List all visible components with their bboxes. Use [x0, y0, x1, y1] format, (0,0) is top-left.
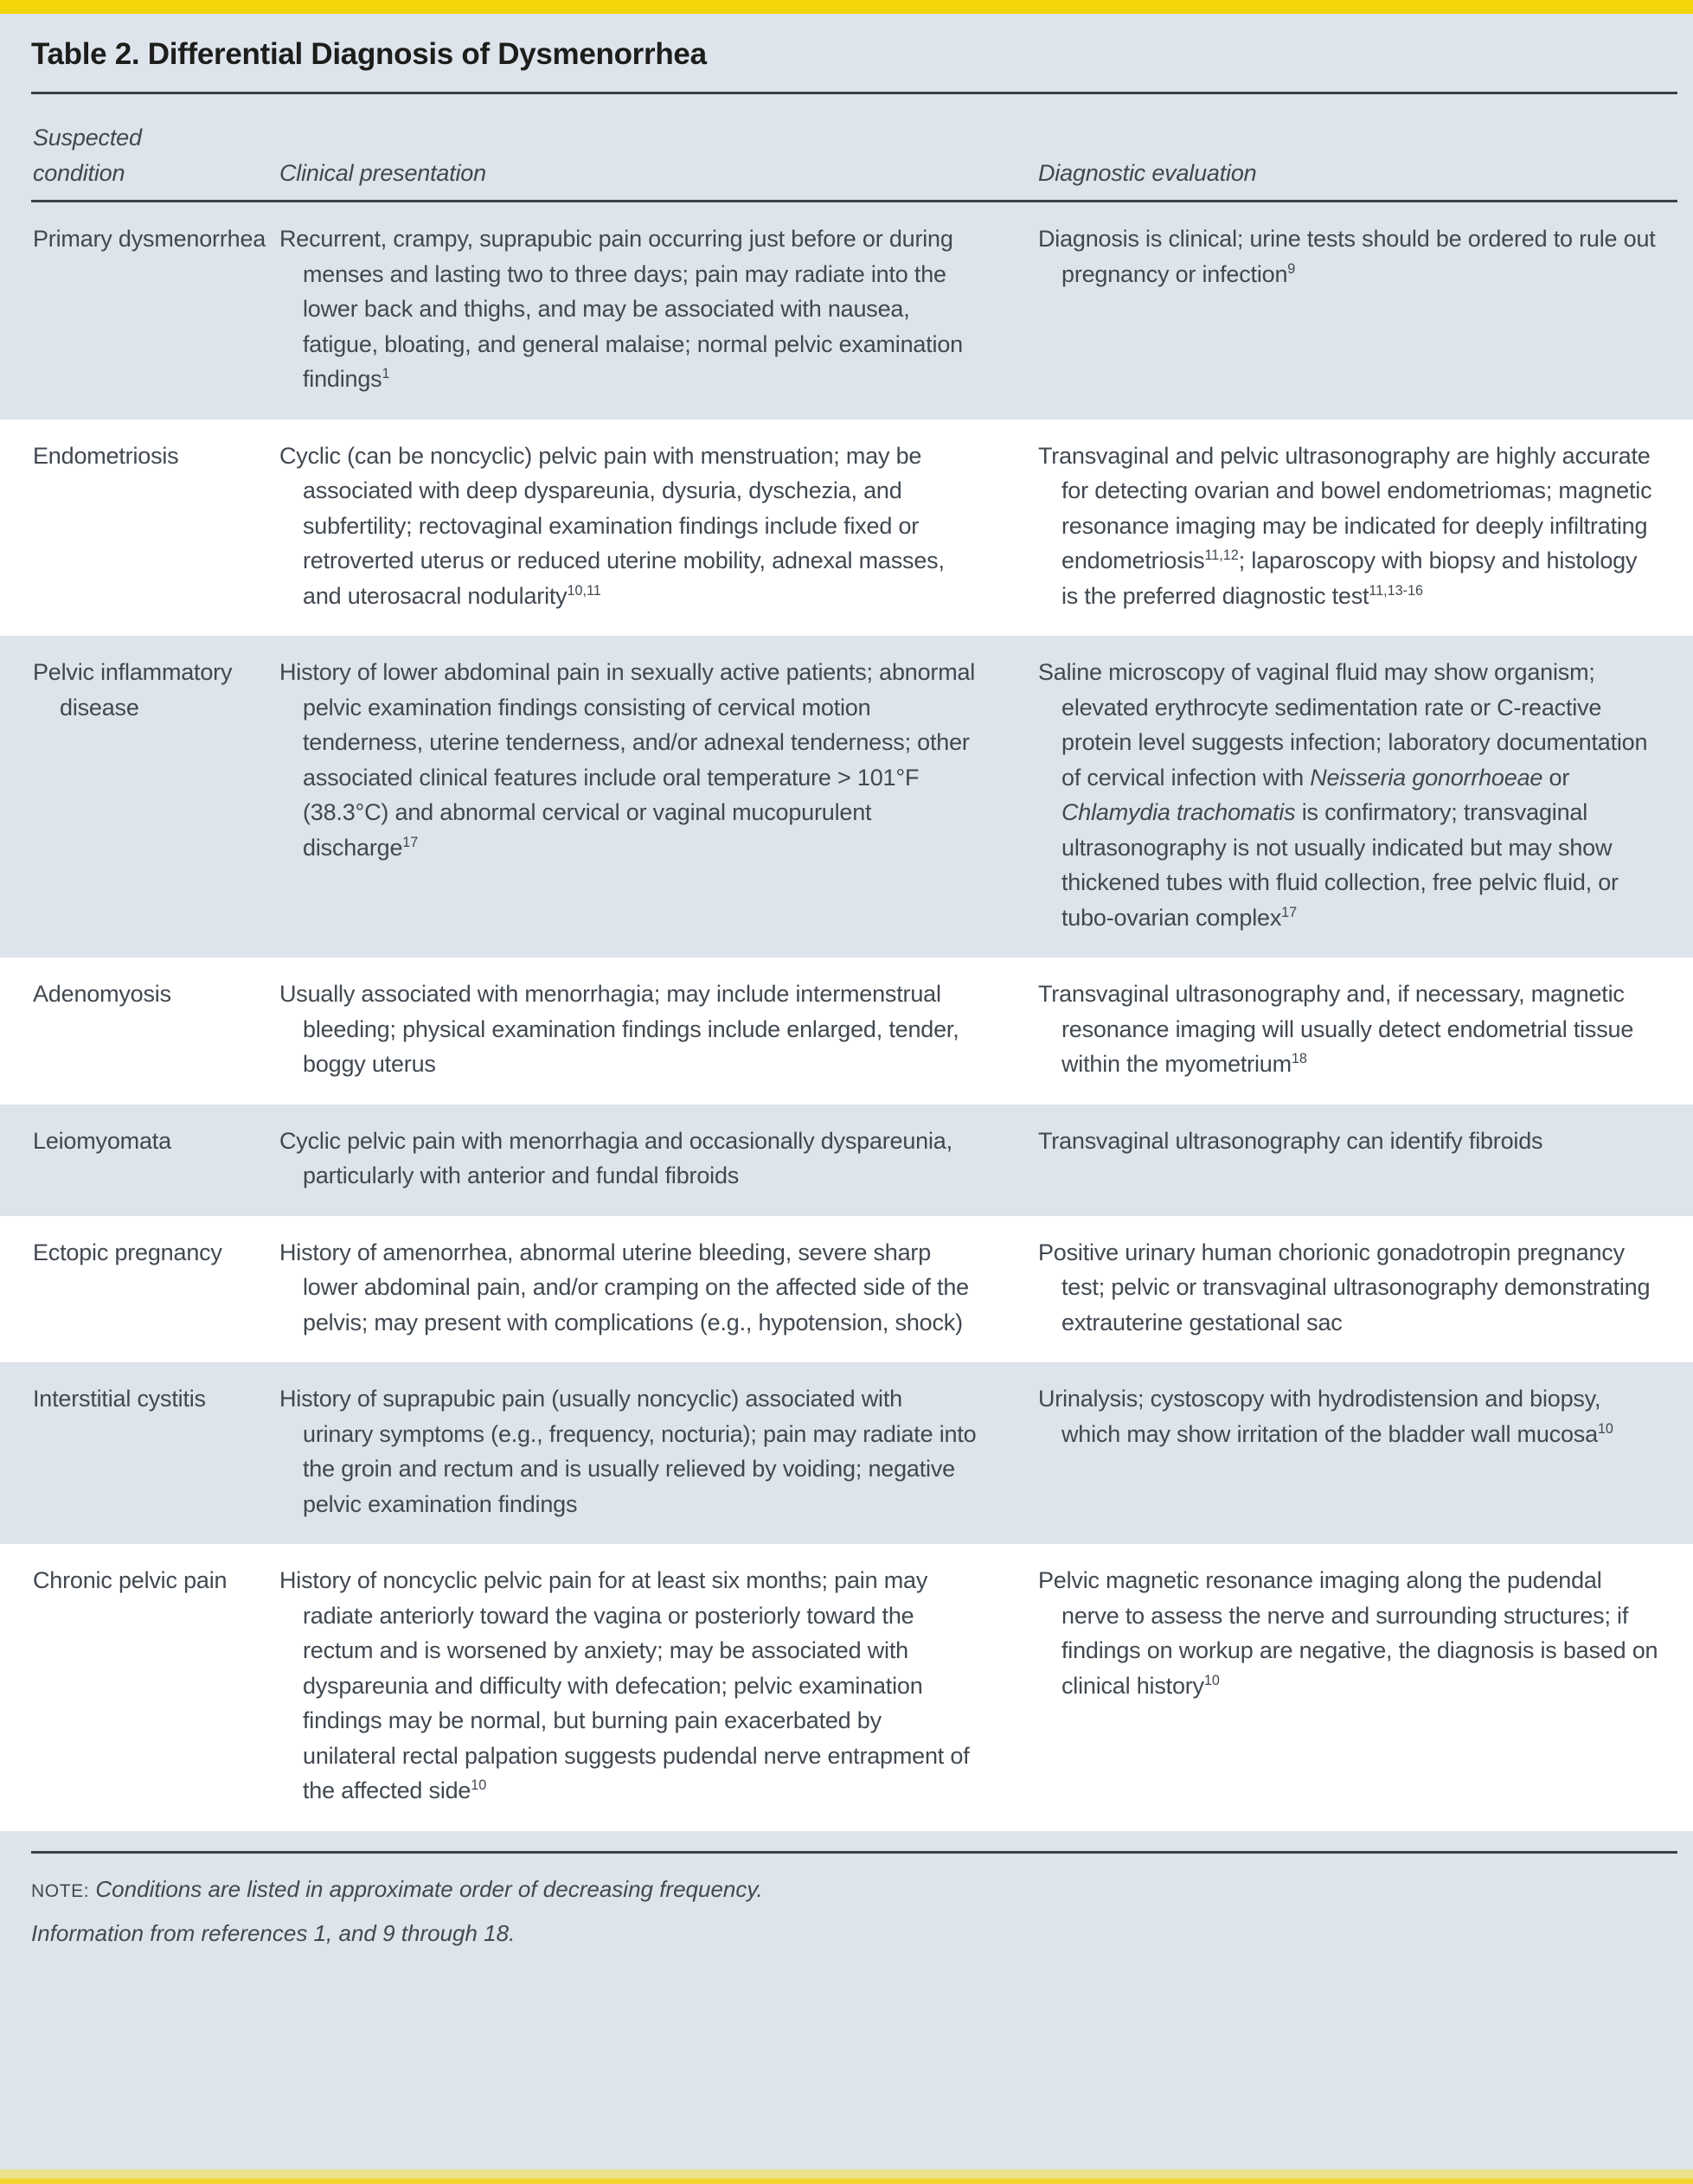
diagnostic-cell: Positive urinary human chorionic gonadotropin pregnancy test; pelvic or transvaginal ultrasonography demonstrating extrauterine gestational sac [1038, 1239, 1651, 1335]
diagnostic-cell: Urinalysis; cystoscopy with hydrodistension and biopsy, which may show irritation of the bladder wall mucosa$^{10}$ [1038, 1386, 1613, 1447]
table-row [0, 202, 1693, 420]
bottom-accent-band [0, 2169, 1693, 2184]
table-row [0, 1544, 1693, 1831]
diagnostic-cell: Diagnosis is clinical; urine tests should be ordered to rule out pregnancy or infection$^9$ [1038, 226, 1656, 287]
clinical-cell: Cyclic (can be noncyclic) pelvic pain with menstruation; may be associated with deep dyspareunia, dysuria, dyschezia, and subfertility; rectovaginal examination findings include fixed or retroverted uterus or reduced uterine mobility, adnexal masses, and uterosacral nodularity$^{10,11}$ [279, 442, 945, 609]
clinical-cell: History of amenorrhea, abnormal uterine bleeding, severe sharp lower abdominal pain, and/or cramping on the affected side of the pelvis; may present with complications (e.g., hypotension, shock) [279, 1239, 970, 1335]
table-row [0, 958, 1693, 1105]
diagnostic-cell: Saline microscopy of vaginal fluid may show organism; elevated erythrocyte sedimentation rate or C-reactive protein level suggests infection; laboratory documentation of cervical infection with Neisseria gonorrhoeae or Chlamydia trachomatis is confirmatory; transvaginal ultrasonography is not usually indicated but may show thickened tubes with fluid collection, free pelvic fluid, or tubo-ovarian complex$^{17}$ [1038, 659, 1648, 931]
diagnostic-cell: Transvaginal ultrasonography and, if necessary, magnetic resonance imaging will usually detect endometrial tissue within the myometrium$^{18}$ [1038, 981, 1634, 1077]
diagnosis-table [0, 94, 1693, 1831]
source-text: Information from references 1, and 9 through 18. [31, 1919, 516, 1946]
diagnostic-cell: Transvaginal and pelvic ultrasonography are highly accurate for detecting ovarian and bowel endometriomas; magnetic resonance imaging may be indicated for deeply infiltrating endometriosis$^{11,12}$; laparoscopy with biopsy and histology is the preferred diagnostic test$^{11,13-16}$ [1038, 442, 1652, 609]
table-row [0, 636, 1693, 958]
condition-cell: Ectopic pregnancy [33, 1239, 222, 1265]
table-row [0, 420, 1693, 637]
note-body: Conditions are listed in approximate order of decreasing frequency. [95, 1875, 763, 1902]
condition-cell: Pelvic inflammatory disease [33, 659, 233, 721]
condition-cell: Leiomyomata [33, 1127, 171, 1154]
note-text [31, 1876, 1677, 1903]
page-title: Table 2. Differential Diagnosis of Dysmenorrhea [31, 37, 707, 71]
table-row [0, 1216, 1693, 1363]
table-row [0, 1362, 1693, 1544]
top-accent-bar [0, 0, 1693, 14]
note-label: NOTE: [31, 1880, 90, 1901]
clinical-cell: Usually associated with menorrhagia; may include intermenstrual bleeding; physical examination findings include enlarged, tender, boggy uterus [279, 981, 959, 1077]
condition-cell: Adenomyosis [33, 981, 171, 1007]
clinical-cell: History of noncyclic pelvic pain for at least six months; pain may radiate anteriorly toward the vagina or posteriorly toward the rectum and is worsened by anxiety; may be associated with dyspareunia and difficulty with defecation; pelvic examination findings may be normal, but burning pain exacerbated by unilateral rectal palpation suggests pudendal nerve entrapment of the affected side$^{10}$ [279, 1567, 970, 1803]
column-header-diagnostic-evaluation: Diagnostic evaluation [1038, 94, 1693, 202]
diagnostic-cell: Pelvic magnetic resonance imaging along the pudendal nerve to assess the nerve and surrounding structures; if findings on workup are negative, the diagnosis is based on clinical history$^{10}$ [1038, 1567, 1658, 1699]
condition-cell: Chronic pelvic pain [33, 1567, 228, 1593]
condition-cell: Endometriosis [33, 442, 179, 469]
diagnostic-cell: Transvaginal ultrasonography can identify fibroids [1038, 1127, 1543, 1154]
note-rule [31, 1851, 1677, 1854]
table-row [0, 1105, 1693, 1216]
clinical-cell: Cyclic pelvic pain with menorrhagia and occasionally dyspareunia, particularly with anterior and fundal fibroids [279, 1127, 952, 1188]
clinical-cell: Recurrent, crampy, suprapubic pain occurring just before or during menses and lasting two to three days; pain may radiate into the lower back and thighs, and may be associated with nausea, fatigue, bloating, and general malaise; normal pelvic examination findings$^1$ [279, 226, 963, 392]
column-header-clinical-presentation: Clinical presentation [279, 94, 1038, 202]
clinical-cell: History of suprapubic pain (usually noncyclic) associated with urinary symptoms (e.g., frequency, nocturia); pain may radiate into the groin and rectum and is usually relieved by voiding; negative pelvic examination findings [279, 1386, 977, 1517]
condition-cell: Primary dysmenorrhea [33, 226, 266, 252]
condition-cell: Interstitial cystitis [33, 1386, 206, 1412]
column-header-row [0, 94, 1693, 202]
clinical-cell: History of lower abdominal pain in sexually active patients; abnormal pelvic examination findings consisting of cervical motion tenderness, uterine tenderness, and/or adnexal tenderness; other associated clinical features include oral temperature > 101°F (38.3°C) and abnormal cervical or vaginal mucopurulent discharge$^{17}$ [279, 659, 976, 861]
column-header-suspected-condition: Suspected condition [0, 94, 279, 202]
